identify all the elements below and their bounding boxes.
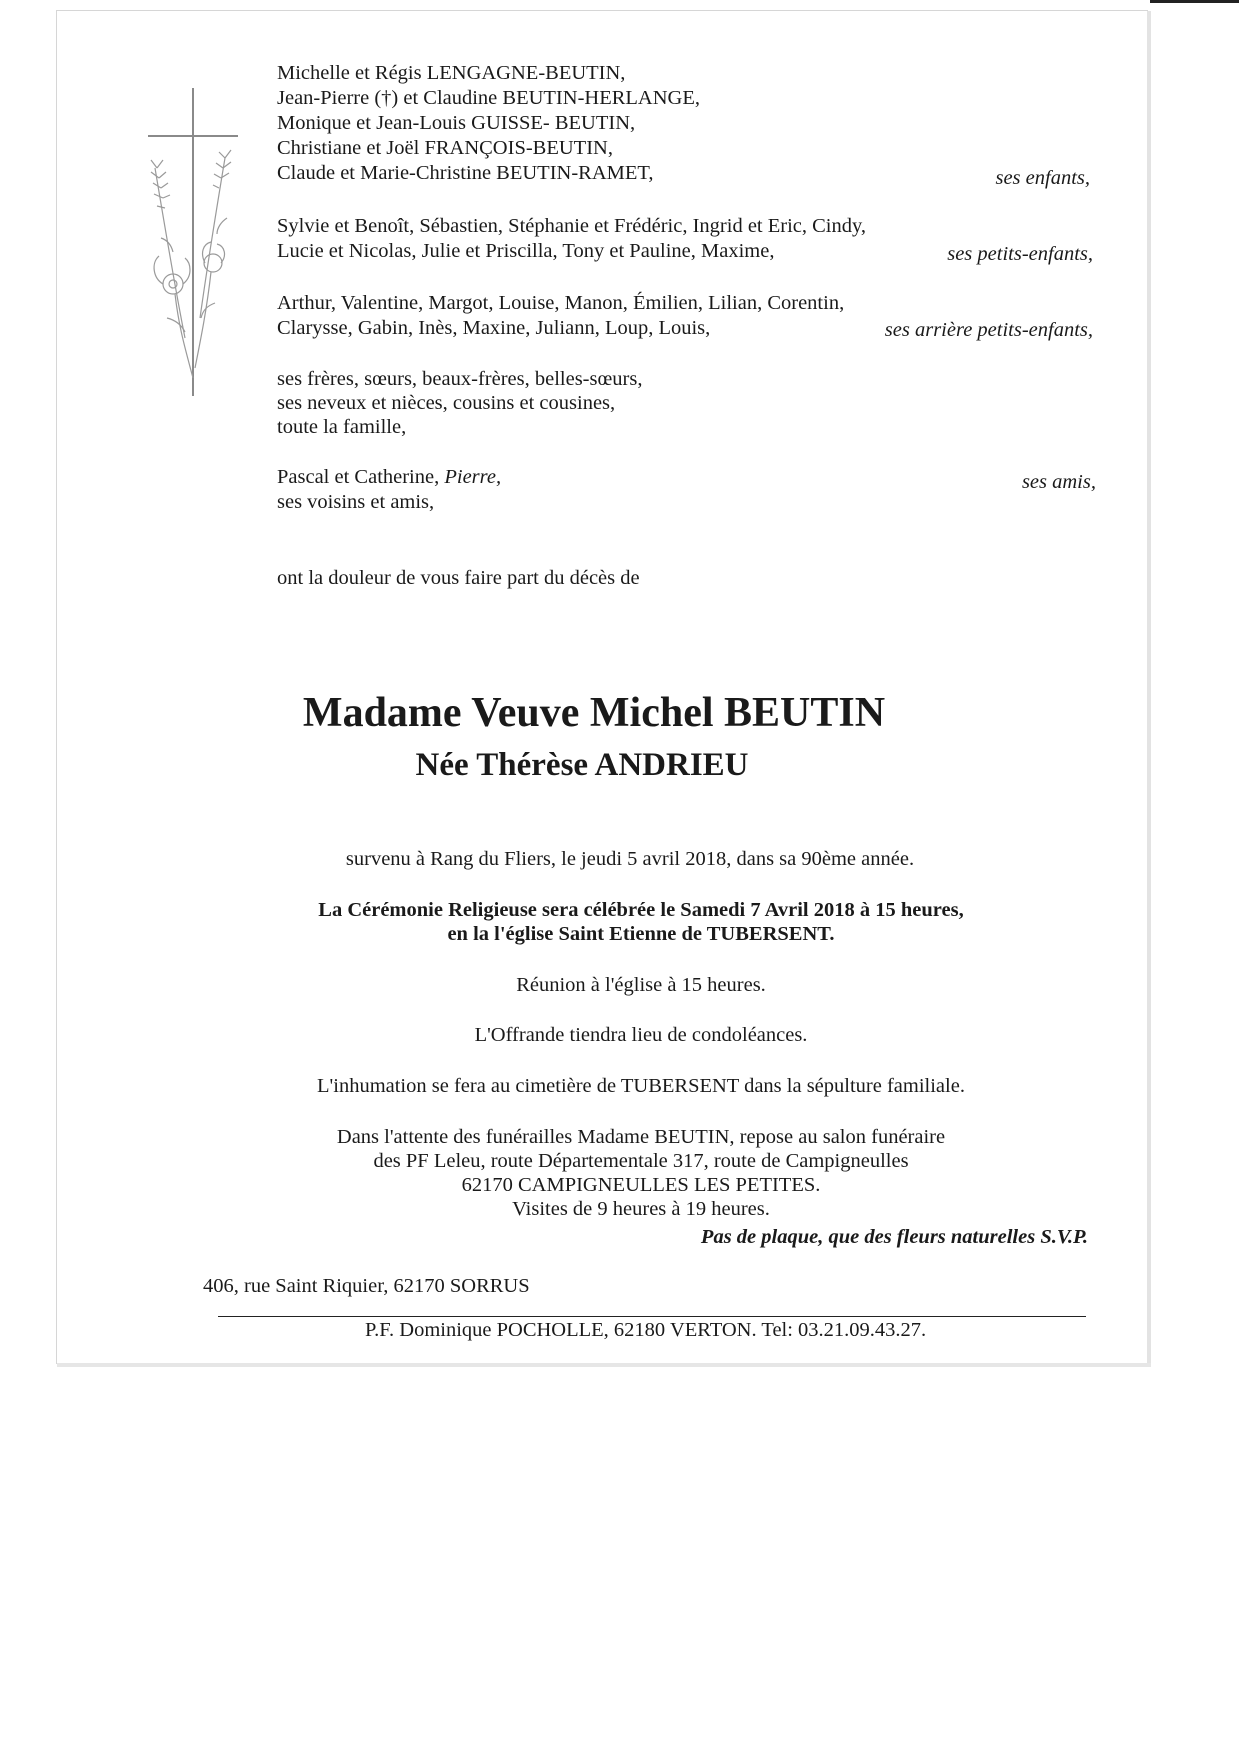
famille-line: toute la famille,	[277, 416, 407, 438]
rest-line: Dans l'attente des funérailles Madame BEUTIN, repose au salon funéraire	[336, 1126, 946, 1148]
enfants-line: Michelle et Régis LENGAGNE-BEUTIN,	[277, 62, 626, 84]
arriere-petits-enfants-label: ses arrière petits-enfants,	[884, 319, 1093, 341]
enfants-line: Monique et Jean-Louis GUISSE- BEUTIN,	[277, 112, 636, 134]
ceremony-line: en la l'église Saint Etienne de TUBERSENT.	[447, 923, 835, 945]
famille-line: ses neveux et nièces, cousins et cousines,	[277, 392, 616, 414]
petits-enfants-line: Sylvie et Benoît, Sébastien, Stéphanie et Frédéric, Ingrid et Eric, Cindy,	[277, 215, 867, 237]
arriere-petits-enfants-line: Arthur, Valentine, Margot, Louise, Manon, Émilien, Lilian, Corentin,	[277, 292, 845, 314]
visits: Visites de 9 heures à 19 heures.	[512, 1198, 770, 1220]
deceased-birth-name: Née Thérèse ANDRIEU	[415, 747, 749, 783]
amis-italic-name: Pierre,	[444, 466, 502, 488]
offering: L'Offrande tiendra lieu de condoléances.	[474, 1024, 808, 1046]
burial: L'inhumation se fera au cimetière de TUBERSENT dans la sépulture familiale.	[317, 1075, 965, 1097]
announcement: ont la douleur de vous faire part du décès de	[277, 567, 640, 589]
petits-enfants-line: Lucie et Nicolas, Julie et Priscilla, Tony et Pauline, Maxime,	[277, 240, 775, 262]
deceased-at: survenu à Rang du Fliers, le jeudi 5 avril 2018, dans sa 90ème année.	[345, 848, 915, 870]
rest-line: des PF Leleu, route Départementale 317, route de Campigneulles	[373, 1150, 909, 1172]
sheet-shadow-bottom	[57, 1363, 1151, 1367]
amis-line	[277, 465, 501, 489]
enfants-line: Christiane et Joël FRANÇOIS-BEUTIN,	[277, 137, 613, 159]
famille-line: ses frères, sœurs, beaux-frères, belles-sœurs,	[277, 368, 643, 390]
enfants-label: ses enfants,	[995, 167, 1090, 189]
flowers-note: Pas de plaque, que des fleurs naturelles S.V.P.	[700, 1226, 1088, 1248]
deceased-name: Madame Veuve Michel BEUTIN	[302, 690, 886, 736]
amis-line: ses voisins et amis,	[277, 491, 435, 513]
enfants-line: Claude et Marie-Christine BEUTIN-RAMET,	[277, 162, 654, 184]
reunion: Réunion à l'église à 15 heures.	[516, 974, 766, 996]
cross-with-flowers-icon	[145, 88, 245, 398]
enfants-line: Jean-Pierre (†) et Claudine BEUTIN-HERLANGE,	[277, 87, 700, 109]
ceremony-line: La Cérémonie Religieuse sera célébrée le Samedi 7 Avril 2018 à 15 heures,	[318, 899, 964, 921]
amis-names: Pascal et Catherine,	[277, 466, 445, 488]
arriere-petits-enfants-line: Clarysse, Gabin, Inès, Maxine, Juliann, Loup, Louis,	[277, 317, 711, 339]
amis-label: ses amis,	[1021, 471, 1096, 493]
petits-enfants-label: ses petits-enfants,	[947, 243, 1093, 265]
footer-rule	[218, 1316, 1086, 1317]
address: 406, rue Saint Riquier, 62170 SORRUS	[203, 1275, 530, 1297]
top-edge-line	[1150, 0, 1239, 3]
rest-line: 62170 CAMPIGNEULLES LES PETITES.	[461, 1174, 821, 1196]
funeral-home-footer: P.F. Dominique POCHOLLE, 62180 VERTON. Tel: 03.21.09.43.27.	[365, 1319, 927, 1341]
